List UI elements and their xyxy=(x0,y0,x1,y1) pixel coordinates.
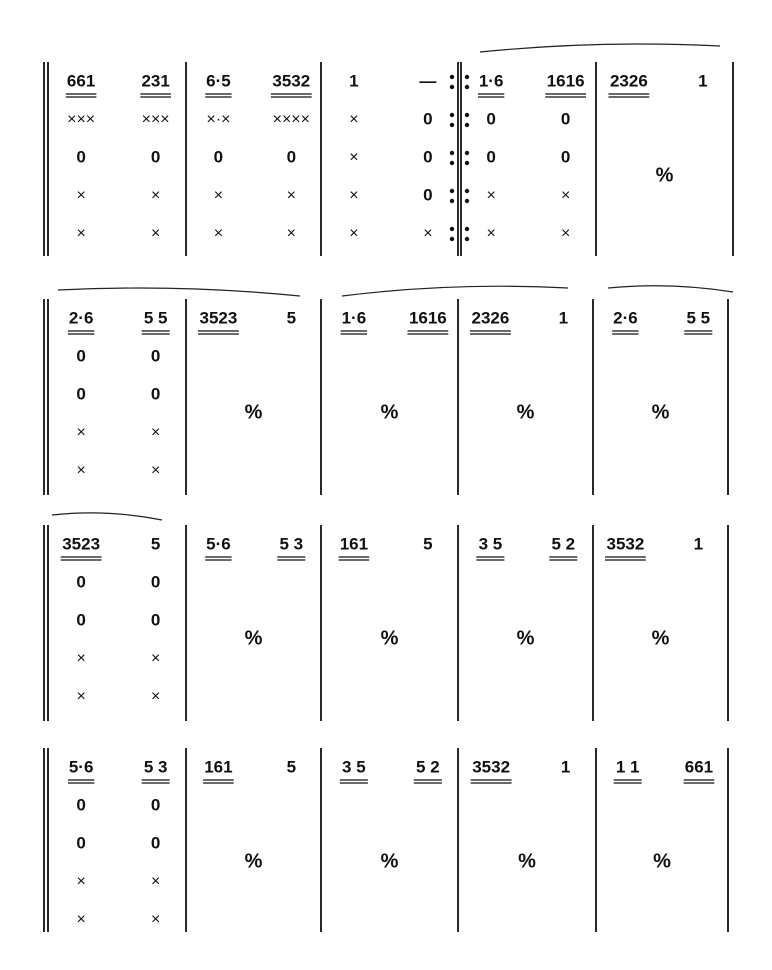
repeat-dot xyxy=(465,151,469,155)
percussion-note: × xyxy=(76,650,86,668)
percussion-note: × xyxy=(349,111,359,129)
repeat-dot xyxy=(465,161,469,165)
repeat-measure-sign: % xyxy=(651,401,670,424)
melody-note: 1 xyxy=(698,71,708,91)
percussion-note: ×·× xyxy=(206,111,231,129)
measure xyxy=(341,299,458,495)
percussion-note: 0 xyxy=(150,384,161,404)
percussion-note: 0 xyxy=(150,147,161,167)
melody-note: 161 xyxy=(204,757,233,777)
repeat-dot xyxy=(450,189,454,193)
repeat-measure-sign: % xyxy=(518,850,536,873)
measure xyxy=(340,748,458,932)
measure xyxy=(339,525,458,721)
repeat-measure-sign: % xyxy=(244,627,263,650)
score-system xyxy=(44,299,728,495)
repeat-measure-sign: % xyxy=(380,627,399,650)
melody-note: 3 5 xyxy=(342,757,366,777)
score-system xyxy=(44,748,728,932)
percussion-note: 0 xyxy=(76,833,86,853)
tie-arc xyxy=(342,286,568,296)
repeat-dot xyxy=(450,199,454,203)
percussion-note: 0 xyxy=(423,147,433,167)
melody-note: 5 3 xyxy=(143,757,168,777)
melody-note: 1 1 xyxy=(615,757,640,777)
percussion-note: × xyxy=(76,911,86,929)
percussion-note: × xyxy=(286,187,296,205)
percussion-note: × xyxy=(76,424,86,442)
melody-note: 6·5 xyxy=(206,71,231,91)
melody-note: 5·6 xyxy=(68,757,94,777)
percussion-note: × xyxy=(349,187,359,205)
percussion-note: × xyxy=(76,187,86,205)
percussion-note: × xyxy=(76,225,86,243)
score-system xyxy=(44,525,728,721)
percussion-note: 0 xyxy=(486,147,496,167)
repeat-dot xyxy=(450,123,454,127)
repeat-dot xyxy=(450,75,454,79)
melody-note: 1 xyxy=(558,308,569,328)
repeat-dot xyxy=(450,151,454,155)
measure xyxy=(349,62,458,256)
percussion-note: × xyxy=(286,225,296,243)
repeat-dot xyxy=(465,123,469,127)
percussion-note: 0 xyxy=(213,147,224,167)
melody-note: 3532 xyxy=(472,757,511,777)
percussion-note: × xyxy=(560,225,571,243)
melody-note: 5 5 xyxy=(686,308,711,328)
percussion-note: × xyxy=(150,225,161,243)
tie-arc xyxy=(608,286,733,292)
melody-note: 5 xyxy=(423,534,433,554)
melody-note: 1·6 xyxy=(478,71,504,91)
melody-note: 3523 xyxy=(199,308,238,328)
percussion-note: × xyxy=(150,873,161,891)
percussion-note: 0 xyxy=(150,346,161,366)
melody-note: 1 xyxy=(560,757,571,777)
percussion-note: × xyxy=(486,225,496,243)
percussion-note: 0 xyxy=(286,147,297,167)
melody-note: 5 2 xyxy=(551,534,576,554)
melody-note: 3523 xyxy=(62,534,101,554)
melody-note: — xyxy=(419,71,437,91)
repeat-measure-sign: % xyxy=(653,850,671,873)
measure xyxy=(66,62,186,256)
percussion-note: 0 xyxy=(423,109,433,129)
melody-note: 1616 xyxy=(408,308,447,328)
melody-note: 5 3 xyxy=(279,534,304,554)
melody-note: 2·6 xyxy=(68,308,94,328)
percussion-note: × xyxy=(76,873,86,891)
repeat-barline xyxy=(450,62,469,256)
repeat-dot xyxy=(465,227,469,231)
melody-note: 1616 xyxy=(546,71,585,91)
tie-arc xyxy=(52,513,162,520)
repeat-measure-sign: % xyxy=(380,401,399,424)
percussion-note: × xyxy=(213,225,224,243)
repeat-measure-sign: % xyxy=(516,401,535,424)
repeat-dot xyxy=(465,85,469,89)
repeat-dot xyxy=(450,161,454,165)
percussion-note: 0 xyxy=(76,346,86,366)
repeat-measure-sign: % xyxy=(380,850,399,873)
melody-note: 2326 xyxy=(609,71,648,91)
melody-note: 2·6 xyxy=(613,308,638,328)
measure xyxy=(614,748,728,932)
percussion-note: ××× xyxy=(141,111,170,129)
measure xyxy=(68,748,186,932)
tie-arc xyxy=(480,44,720,52)
percussion-note: × xyxy=(76,462,86,480)
percussion-note: 0 xyxy=(150,572,161,592)
percussion-note: × xyxy=(150,424,161,442)
measure xyxy=(478,62,596,256)
melody-note: 3532 xyxy=(606,534,645,554)
repeat-dot xyxy=(465,75,469,79)
percussion-note: ×××× xyxy=(272,111,310,129)
measure xyxy=(198,299,321,495)
repeat-dot xyxy=(450,85,454,89)
melody-note: 3532 xyxy=(272,71,311,91)
repeat-measure-sign: % xyxy=(655,164,674,187)
percussion-note: 0 xyxy=(560,147,571,167)
percussion-note: 0 xyxy=(76,384,86,404)
measure xyxy=(203,748,321,932)
melody-note: 3 5 xyxy=(478,534,503,554)
percussion-note: × xyxy=(150,462,161,480)
measure xyxy=(470,299,593,495)
percussion-note: 0 xyxy=(423,185,433,205)
measure xyxy=(476,525,593,721)
repeat-dot xyxy=(450,237,454,241)
measure xyxy=(205,62,321,256)
percussion-note: × xyxy=(213,187,224,205)
repeat-dot xyxy=(465,199,469,203)
repeat-dot xyxy=(450,227,454,231)
percussion-note: 0 xyxy=(76,147,86,167)
percussion-note: 0 xyxy=(560,109,571,129)
percussion-note: × xyxy=(76,688,86,706)
melody-note: 5 5 xyxy=(143,308,168,328)
melody-note: 661 xyxy=(66,71,96,91)
melody-note: 1 xyxy=(349,71,359,91)
score-system xyxy=(44,62,733,256)
melody-note: 231 xyxy=(141,71,170,91)
percussion-note: 0 xyxy=(76,572,86,592)
percussion-note: 0 xyxy=(150,833,161,853)
repeat-measure-sign: % xyxy=(516,627,535,650)
percussion-note: × xyxy=(150,911,161,929)
repeat-dot xyxy=(465,189,469,193)
melody-note: 5·6 xyxy=(206,534,231,554)
percussion-note: 0 xyxy=(150,795,161,815)
repeat-dot xyxy=(465,237,469,241)
tie-arc xyxy=(58,288,300,296)
percussion-note: × xyxy=(150,650,161,668)
measure xyxy=(608,62,733,256)
measure xyxy=(471,748,596,932)
percussion-note: × xyxy=(349,149,359,167)
melody-note: 5 xyxy=(150,534,161,554)
percussion-note: 0 xyxy=(76,795,86,815)
measure xyxy=(61,525,186,721)
melody-note: 661 xyxy=(684,757,714,777)
melody-note: 2326 xyxy=(471,308,510,328)
repeat-dot xyxy=(450,113,454,117)
melody-note: 1 xyxy=(693,534,704,554)
melody-note: 1·6 xyxy=(341,308,367,328)
percussion-note: × xyxy=(423,225,433,243)
percussion-note: 0 xyxy=(76,610,86,630)
percussion-note: × xyxy=(150,187,161,205)
measure xyxy=(68,299,186,495)
melody-note: 161 xyxy=(339,534,369,554)
measure xyxy=(205,525,321,721)
percussion-note: 0 xyxy=(150,610,161,630)
repeat-measure-sign: % xyxy=(244,850,263,873)
melody-note: 5 2 xyxy=(416,757,440,777)
melody-note: 5 xyxy=(286,308,297,328)
repeat-measure-sign: % xyxy=(651,627,670,650)
percussion-note: × xyxy=(486,187,496,205)
repeat-measure-sign: % xyxy=(244,401,263,424)
percussion-note: 0 xyxy=(486,109,496,129)
measure xyxy=(605,525,728,721)
measure xyxy=(612,299,728,495)
percussion-note: × xyxy=(150,688,161,706)
percussion-note: × xyxy=(349,225,359,243)
melody-note: 5 xyxy=(286,757,297,777)
percussion-note: × xyxy=(560,187,571,205)
percussion-note: ××× xyxy=(67,111,96,129)
repeat-dot xyxy=(465,113,469,117)
